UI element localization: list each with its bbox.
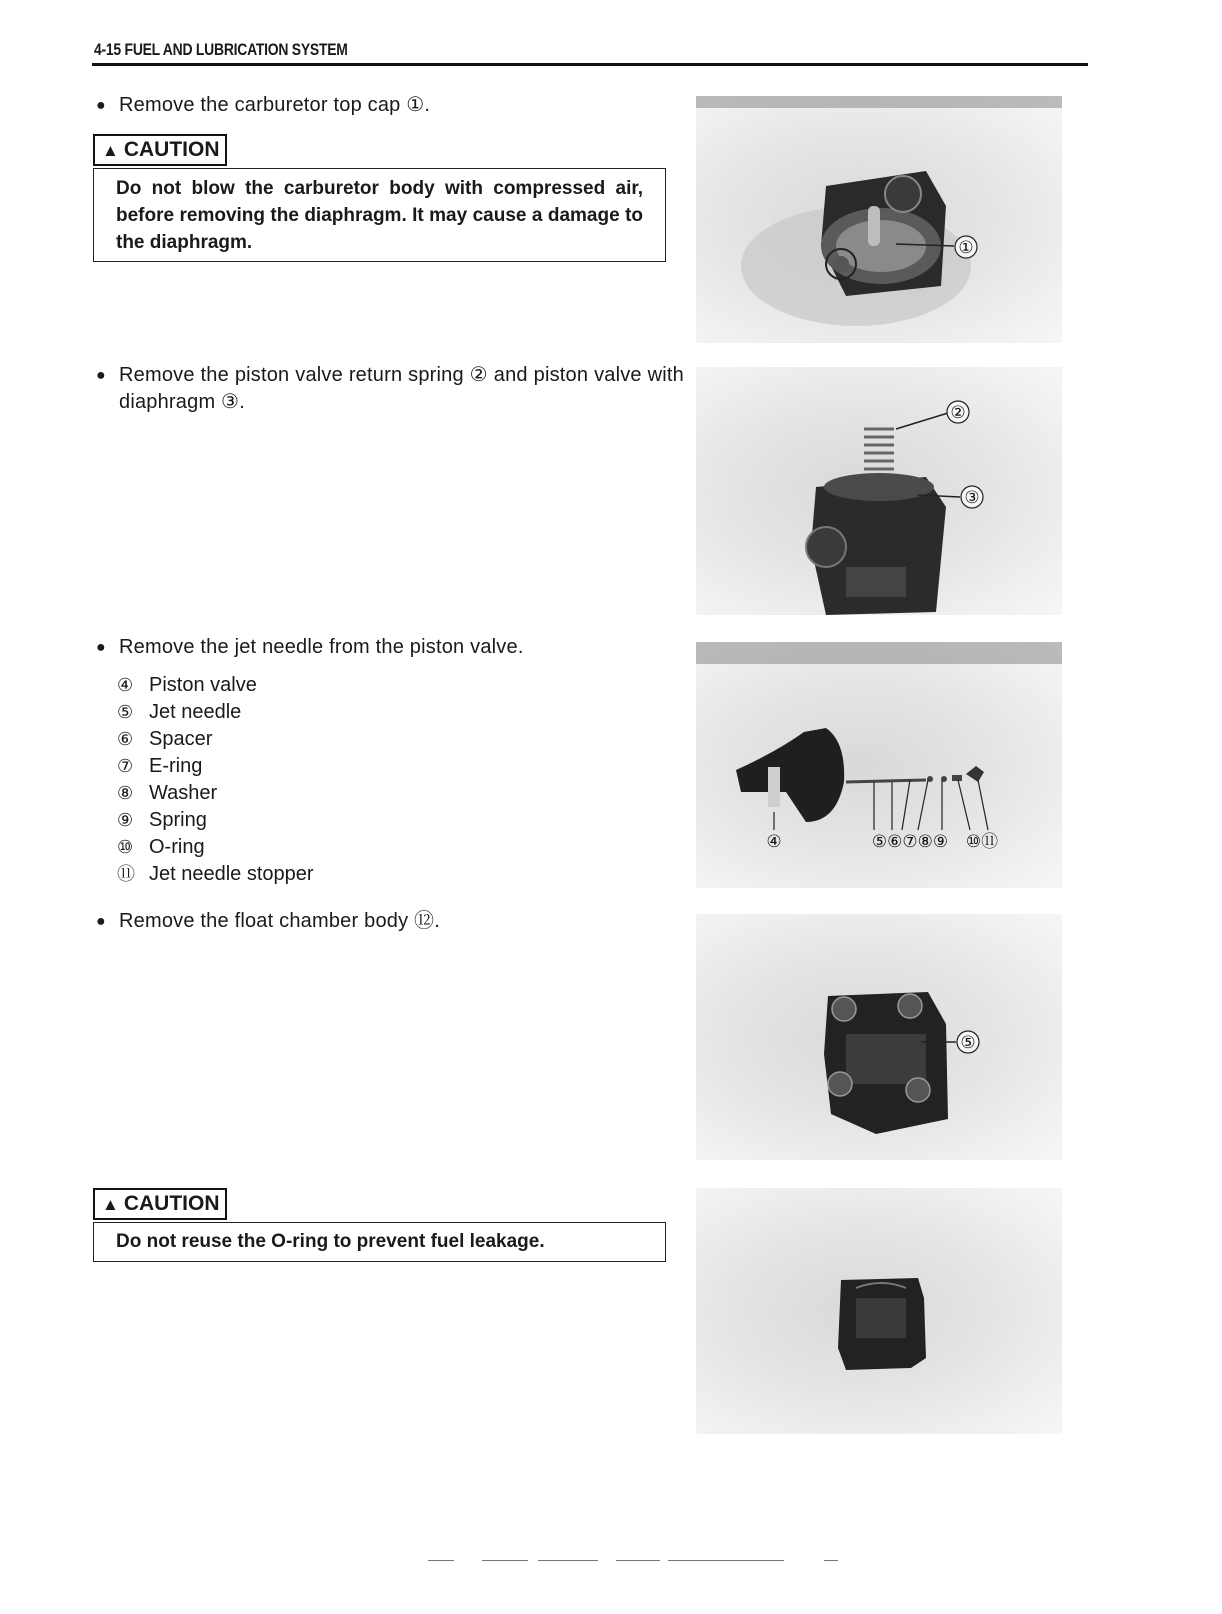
callout-label: ① bbox=[958, 238, 974, 258]
step-text: Remove the carburetor top cap ①. bbox=[119, 94, 431, 116]
photo-o-ring bbox=[696, 1188, 1062, 1434]
bullet-icon: ● bbox=[96, 639, 106, 656]
footer-divider bbox=[668, 1560, 784, 1561]
callout-label: ③ bbox=[964, 488, 980, 508]
callout-label: ⑤ bbox=[960, 1033, 976, 1053]
photo-float-chamber bbox=[696, 914, 1062, 1160]
callout-label: ⑩⑪ bbox=[965, 832, 999, 852]
caution-label: ▲ CAUTION bbox=[93, 1188, 227, 1220]
footer-divider bbox=[428, 1560, 454, 1561]
footer-divider bbox=[482, 1560, 528, 1561]
bullet-icon: ● bbox=[96, 367, 106, 384]
page-title: 4-15 FUEL AND LUBRICATION SYSTEM bbox=[94, 40, 348, 59]
callout-label: ④ bbox=[766, 832, 782, 852]
caution-text: Do not blow the carburetor body with compressed air, before removing the diaphragm. It may cause a damage to the diaphragm. bbox=[116, 178, 643, 253]
footer-divider bbox=[538, 1560, 598, 1561]
footer-divider bbox=[824, 1560, 838, 1561]
photo-piston-spring bbox=[696, 367, 1062, 615]
footer-divider bbox=[616, 1560, 660, 1561]
bullet-icon: ● bbox=[96, 97, 106, 114]
callout-label: ⑤⑥⑦⑧⑨ bbox=[871, 832, 949, 852]
warning-triangle-icon: ▲ bbox=[102, 141, 119, 160]
caution-box bbox=[93, 168, 666, 262]
caution-text: Do not reuse the O-ring to prevent fuel leakage. bbox=[116, 1231, 545, 1252]
page-header bbox=[92, 36, 1088, 66]
step-text: Remove the piston valve return spring ② and piston valve with diaphragm ③. bbox=[119, 364, 684, 413]
step-text: Remove the jet needle from the piston valve. bbox=[119, 636, 524, 658]
callout-label: ② bbox=[950, 403, 966, 423]
photo-jet-needle-parts bbox=[696, 642, 1062, 888]
step-text: Remove the float chamber body ⑫. bbox=[119, 910, 440, 932]
caution-box bbox=[93, 1222, 666, 1262]
photo-carburetor-top-cap bbox=[696, 96, 1062, 343]
warning-triangle-icon: ▲ bbox=[102, 1195, 119, 1214]
caution-label: ▲ CAUTION bbox=[93, 134, 227, 166]
bullet-icon: ● bbox=[96, 913, 106, 930]
